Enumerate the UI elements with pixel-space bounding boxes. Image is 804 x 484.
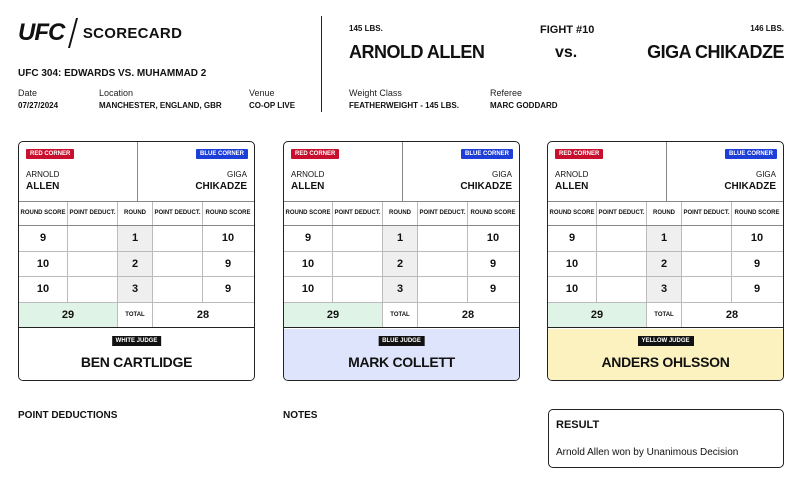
- red-point-deduct: [333, 226, 383, 251]
- referee-label: Referee: [490, 88, 523, 98]
- blue-round-score: 9: [224, 257, 232, 270]
- logo-divider: [68, 18, 78, 48]
- ufc-logo: [18, 18, 182, 48]
- score-table-header: [19, 202, 254, 226]
- doc-type-label: SCORECARD: [82, 24, 183, 42]
- judge-badge: YELLOW JUDGE: [637, 336, 693, 346]
- referee-value: MARC GODDARD: [490, 101, 558, 110]
- corner-divider: [402, 142, 403, 202]
- location-value: MANCHESTER, ENGLAND, GBR: [99, 101, 222, 110]
- corner-divider: [137, 142, 138, 202]
- score-rows: [548, 226, 783, 303]
- blue-corner-fighter: [195, 169, 247, 193]
- round-header: ROUND: [647, 202, 682, 225]
- score-table: [19, 202, 254, 328]
- judge-badge: WHITE JUDGE: [112, 336, 162, 346]
- red-fighter-name: ARNOLD ALLEN: [349, 42, 485, 62]
- blue-round-score: 10: [221, 232, 235, 245]
- blue-corner-fighter: [724, 169, 776, 193]
- round-number: 1: [118, 226, 153, 251]
- venue-value: CO-OP LIVE: [249, 101, 296, 110]
- red-round-score: 9: [548, 226, 597, 251]
- red-round-score: 10: [284, 252, 333, 277]
- score-rows: [19, 226, 254, 303]
- red-last-name: ALLEN: [555, 181, 589, 192]
- judge-scorecard-blue: [283, 141, 520, 381]
- round-number: 2: [383, 252, 418, 277]
- red-point-deduct: [597, 252, 647, 277]
- red-total: 29: [548, 303, 647, 327]
- venue-block: [249, 88, 295, 110]
- result-title: RESULT: [556, 419, 600, 431]
- round-number: 1: [383, 226, 418, 251]
- red-point-deduct: [68, 277, 118, 302]
- result-box: [548, 409, 784, 468]
- red-point-deduct: [68, 252, 118, 277]
- blue-first-name: GIGA: [226, 170, 247, 179]
- red-point-deduct: [597, 226, 647, 251]
- blue-corner-badge: BLUE CORNER: [461, 149, 513, 159]
- score-rows: [284, 226, 519, 303]
- corner-divider: [666, 142, 667, 202]
- red-round-score: 10: [548, 277, 597, 302]
- blue-last-name: CHIKADZE: [724, 181, 776, 192]
- blue-point-deduct: [682, 277, 732, 302]
- blue-last-name: CHIKADZE: [195, 181, 247, 192]
- score-table-header: [284, 202, 519, 226]
- red-point-deduct-header: POINT DEDUCT.: [333, 202, 383, 225]
- score-row: [548, 277, 783, 303]
- date-block: [18, 88, 58, 110]
- blue-total: 28: [461, 308, 475, 321]
- judge-footer: [284, 329, 519, 381]
- round-header: ROUND: [118, 202, 153, 225]
- score-row: [284, 277, 519, 303]
- blue-point-deduct: [153, 226, 203, 251]
- blue-point-deduct: [153, 277, 203, 302]
- red-round-score-header: ROUND SCORE: [284, 202, 333, 225]
- red-round-score: 9: [19, 226, 68, 251]
- blue-round-score: 10: [486, 232, 500, 245]
- blue-point-deduct: [682, 252, 732, 277]
- date-label: Date: [18, 88, 38, 98]
- blue-point-deduct: [418, 277, 468, 302]
- score-row: [19, 252, 254, 278]
- card-fighters-header: [548, 142, 783, 202]
- round-number: 3: [118, 277, 153, 302]
- blue-round-score: 10: [750, 232, 764, 245]
- date-value: 07/27/2024: [18, 101, 59, 110]
- red-fighter-weight: 145 LBS.: [349, 24, 383, 33]
- event-title: UFC 304: EDWARDS VS. MUHAMMAD 2: [18, 68, 207, 79]
- location-label: Location: [99, 88, 134, 98]
- score-row: [548, 226, 783, 252]
- red-round-score: 10: [284, 277, 333, 302]
- score-row: [19, 226, 254, 252]
- blue-point-deduct: [682, 226, 732, 251]
- red-round-score-header: ROUND SCORE: [548, 202, 597, 225]
- round-number: 1: [647, 226, 682, 251]
- red-point-deduct: [333, 252, 383, 277]
- total-row: [284, 303, 519, 328]
- score-table-header: [548, 202, 783, 226]
- round-number: 2: [118, 252, 153, 277]
- notes-title: NOTES: [283, 410, 318, 421]
- judge-name: BEN CARTLIDGE: [80, 354, 193, 370]
- red-first-name: ARNOLD: [555, 170, 589, 179]
- card-fighters-header: [19, 142, 254, 202]
- blue-last-name: CHIKADZE: [460, 181, 512, 192]
- blue-round-score: 9: [489, 283, 497, 296]
- round-header: ROUND: [383, 202, 418, 225]
- red-corner-badge: RED CORNER: [555, 149, 603, 159]
- judge-scorecard-yellow: [547, 141, 784, 381]
- judge-scorecard-white: [18, 141, 255, 381]
- blue-point-deduct: [418, 226, 468, 251]
- red-corner-badge: RED CORNER: [26, 149, 74, 159]
- red-point-deduct: [597, 277, 647, 302]
- score-row: [284, 226, 519, 252]
- logo-wordmark: UFC: [18, 19, 65, 46]
- result-text: Arnold Allen won by Unanimous Decision: [556, 447, 739, 458]
- location-block: [99, 88, 222, 110]
- total-row: [19, 303, 254, 328]
- blue-round-score-header: ROUND SCORE: [734, 210, 780, 216]
- blue-first-name: GIGA: [491, 170, 512, 179]
- red-total: 29: [19, 303, 118, 327]
- red-corner-fighter: [555, 169, 588, 193]
- score-table: [548, 202, 783, 328]
- total-row: [548, 303, 783, 328]
- fight-number: FIGHT #10: [540, 24, 595, 36]
- red-round-score: 10: [19, 277, 68, 302]
- blue-round-score-header: ROUND SCORE: [205, 210, 251, 216]
- round-number: 3: [647, 277, 682, 302]
- vs-label: vs.: [555, 44, 578, 61]
- weight-class-label: Weight Class: [349, 88, 402, 98]
- blue-round-score: 9: [489, 257, 497, 270]
- red-total: 29: [284, 303, 383, 327]
- red-corner-fighter: [26, 169, 59, 193]
- blue-corner-badge: BLUE CORNER: [725, 149, 777, 159]
- red-round-score: 10: [548, 252, 597, 277]
- weight-class-value: FEATHERWEIGHT - 145 LBS.: [349, 101, 459, 110]
- blue-point-deduct: [153, 252, 203, 277]
- score-table: [284, 202, 519, 328]
- blue-fighter-name: GIGA CHIKADZE: [647, 42, 784, 62]
- blue-round-score: 9: [224, 283, 232, 296]
- blue-point-deduct: [418, 252, 468, 277]
- blue-first-name: GIGA: [755, 170, 776, 179]
- judge-name: MARK COLLETT: [348, 354, 455, 370]
- total-label: TOTAL: [647, 303, 682, 327]
- red-point-deduct: [68, 226, 118, 251]
- red-last-name: ALLEN: [291, 181, 325, 192]
- red-round-score: 10: [19, 252, 68, 277]
- red-point-deduct: [333, 277, 383, 302]
- judge-name: ANDERS OHLSSON: [601, 354, 730, 370]
- weight-class-block: [349, 88, 459, 110]
- header-divider: [321, 16, 322, 112]
- referee-block: [490, 88, 558, 110]
- judge-badge: BLUE JUDGE: [378, 336, 425, 346]
- round-number: 2: [647, 252, 682, 277]
- judge-footer: [19, 329, 254, 381]
- blue-total: 28: [725, 308, 739, 321]
- total-label: TOTAL: [383, 303, 418, 327]
- blue-round-score: 9: [753, 257, 761, 270]
- blue-point-deduct-header: POINT DEDUCT.: [153, 202, 203, 225]
- red-last-name: ALLEN: [26, 181, 60, 192]
- score-row: [284, 252, 519, 278]
- red-first-name: ARNOLD: [26, 170, 60, 179]
- red-point-deduct-header: POINT DEDUCT.: [597, 202, 647, 225]
- card-fighters-header: [284, 142, 519, 202]
- venue-label: Venue: [249, 88, 275, 98]
- blue-total: 28: [196, 308, 210, 321]
- blue-fighter-weight: 146 LBS.: [750, 24, 784, 33]
- red-first-name: ARNOLD: [291, 170, 325, 179]
- round-number: 3: [383, 277, 418, 302]
- blue-point-deduct-header: POINT DEDUCT.: [682, 202, 732, 225]
- red-corner-badge: RED CORNER: [291, 149, 339, 159]
- blue-corner-fighter: [460, 169, 512, 193]
- point-deductions-title: POINT DEDUCTIONS: [18, 410, 118, 421]
- judge-footer: [548, 329, 783, 381]
- red-point-deduct-header: POINT DEDUCT.: [68, 202, 118, 225]
- red-round-score-header: ROUND SCORE: [19, 202, 68, 225]
- red-round-score: 9: [284, 226, 333, 251]
- blue-round-score-header: ROUND SCORE: [470, 210, 516, 216]
- blue-round-score: 9: [753, 283, 761, 296]
- score-row: [548, 252, 783, 278]
- blue-corner-badge: BLUE CORNER: [196, 149, 248, 159]
- score-row: [19, 277, 254, 303]
- total-label: TOTAL: [118, 303, 153, 327]
- red-corner-fighter: [291, 169, 324, 193]
- blue-point-deduct-header: POINT DEDUCT.: [418, 202, 468, 225]
